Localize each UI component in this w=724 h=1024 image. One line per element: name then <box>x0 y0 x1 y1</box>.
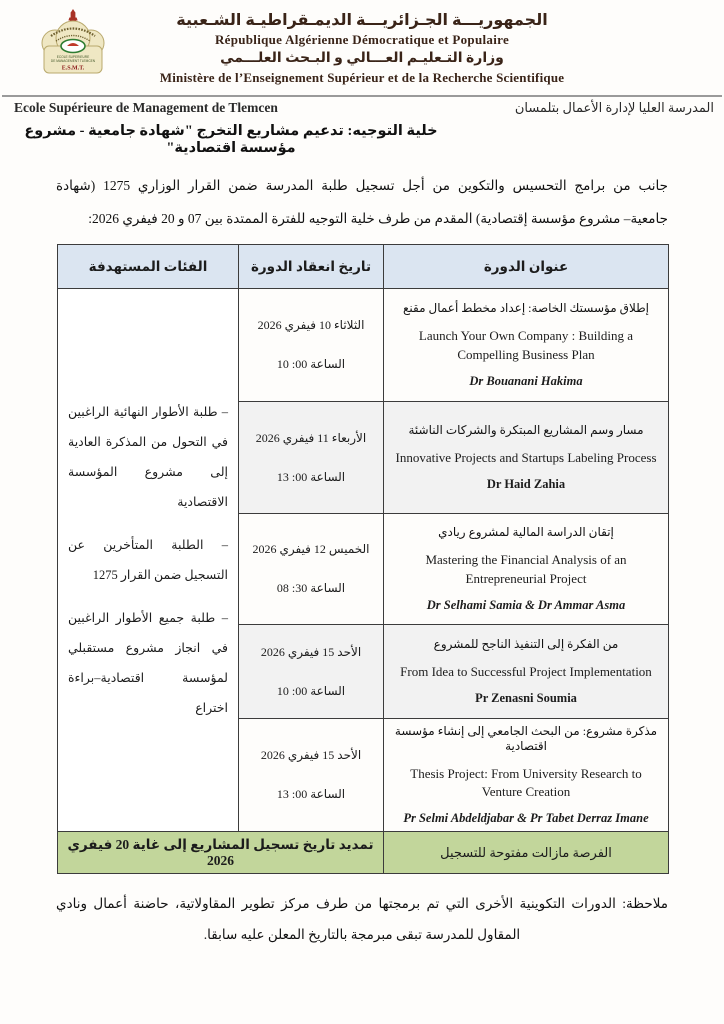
table-row <box>58 289 669 402</box>
session-date: الأربعاء 11 فيفري 2026 <box>255 430 367 445</box>
session-date-cell <box>239 514 384 625</box>
target-categories-cell <box>58 289 239 832</box>
session-date: الخميس 12 فيفري 2026 <box>252 542 370 556</box>
session-title-english: From Idea to Successful Project Implementation <box>400 663 652 679</box>
session-title-english: Thesis Project: From University Research to Venture Creation <box>410 766 642 800</box>
session-title-arabic: إطلاق مؤسستك الخاصة: إعداد مخطط أعمال مقنع <box>402 301 650 316</box>
session-date-cell <box>239 289 384 402</box>
session-date-cell <box>239 402 384 514</box>
ministry-name-arabic: وزارة التـعليـم العـــالي و البـحث العلـــمي <box>220 51 504 66</box>
school-logo-emblem <box>36 8 110 80</box>
session-time: الساعة 00: 10 <box>276 683 346 698</box>
footnote-line-2: المقاول للمدرسة تبقى مبرمجة بالتاريخ المعلن عليه سابقا. <box>203 927 521 943</box>
column-header-session-title: عنوان الدورة <box>384 245 669 289</box>
session-time: الساعة 30: 08 <box>276 581 346 595</box>
session-title-cell <box>384 514 669 625</box>
intro-paragraph <box>56 169 668 235</box>
session-presenter: Dr Haid Zahia <box>486 477 566 492</box>
table-footer-row <box>58 832 669 874</box>
column-header-target-categories: الفئات المستهدفة <box>58 245 239 289</box>
target-category-item: – طلبة الأطوار النهائية الراغبين في التحول من المذكرة العادية إلى مشروع المؤسسة الاقتصادية <box>68 405 228 510</box>
logo-subtitle-line1: ECOLE SUPERIEURE <box>56 55 90 59</box>
session-date-cell <box>239 625 384 719</box>
session-title-english: Mastering the Financial Analysis of an Entrepreneurial Project <box>425 552 627 586</box>
intro-line-1: جانب من برامج التحسيس والتكوين من أجل تسجيل طلبة المدرسة ضمن القرار الوزاري 1275 (شهادة <box>56 178 668 193</box>
session-presenter: Dr Bouanani Hakima <box>469 373 583 388</box>
session-time: الساعة 00: 13 <box>276 787 346 802</box>
table-header-row <box>58 245 669 289</box>
session-time: الساعة 00: 10 <box>276 357 346 371</box>
sessions-table <box>57 244 669 874</box>
session-title-arabic: من الفكرة إلى التنفيذ الناجح للمشروع <box>433 636 619 651</box>
session-title-arabic: مسار وسم المشاريع المبتكرة والشركات الناشئة <box>408 422 644 437</box>
intro-line-2: جامعية– مشروع مؤسسة إقتصادية) المقدم من طرف خلية التوجيه للفترة الممتدة بين 07 و 20 فيفري 2026: <box>88 211 668 226</box>
column-header-session-date: تاريخ انعقاد الدورة <box>239 245 384 289</box>
republic-name-arabic: الجمهوريـــة الجـزائريـــة الديمـقراطيـة الشـعبية <box>176 12 548 29</box>
dome-emblem-icon <box>61 40 85 53</box>
ministry-name-french: Ministère de l’Enseignement Supérieur et de la Recherche Scientifique <box>159 70 565 85</box>
logo-acronym: E.S.M.T. <box>61 65 85 72</box>
republic-name-french: République Algérienne Démocratique et Populaire <box>214 32 510 47</box>
session-title-english: Launch Your Own Company : Building a Compelling Business Plan <box>418 328 634 362</box>
session-title-arabic: مذكرة مشروع: من البحث الجامعي إلى إنشاء مؤسسة اقتصادية <box>394 724 658 753</box>
session-presenter: Pr Zenasni Soumia <box>475 691 577 706</box>
school-name-french: Ecole Supérieure de Management de Tlemcen <box>14 100 278 115</box>
session-title-english: Innovative Projects and Startups Labeling Process <box>395 449 657 465</box>
document-header <box>0 0 724 86</box>
session-date: الثلاثاء 10 فيفري 2026 <box>257 318 365 332</box>
session-date: الأحد 15 فيفري 2026 <box>260 748 362 763</box>
session-date-cell <box>239 719 384 832</box>
session-title-arabic: إتقان الدراسة المالية لمشروع ريادي <box>438 525 614 540</box>
document-title: خلية التوجيه: تدعيم مشاريع التخرج "شهادة جامعية - مشروع مؤسسة اقتصادية" <box>24 123 438 156</box>
session-title-cell <box>384 402 669 514</box>
session-presenter: Dr Selhami Samia & Dr Ammar Asma <box>426 597 626 612</box>
session-title-cell <box>384 625 669 719</box>
school-name-arabic: المدرسة العليا لإدارة الأعمال بتلمسان <box>514 100 714 115</box>
footnote <box>56 888 668 950</box>
session-time: الساعة 00: 13 <box>276 469 346 484</box>
target-category-item: – طلبة جميع الأطوار الراغبين في انجاز مشروع مستقبلي لمؤسسة اقتصادية–براءة اختراع <box>68 611 228 716</box>
session-title-cell <box>384 289 669 402</box>
deadline-extension-note: تمديد تاريخ تسجيل المشاريع إلى غاية 20 فيفري 2026 <box>58 832 384 874</box>
logo-subtitle-line2: DE MANAGEMENT TLEMCEN <box>50 59 96 63</box>
registration-open-note: الفرصة مازالت مفتوحة للتسجيل <box>384 832 669 874</box>
session-title-cell <box>384 719 669 832</box>
footnote-line-1: ملاحظة: الدورات التكوينية الأخرى التي تم برمجتها من طرف مركز تطوير المقاولاتية، حاضنة أعمال ونادي <box>56 896 668 912</box>
school-logo <box>36 8 110 80</box>
school-name-row <box>0 97 724 116</box>
session-date: الأحد 15 فيفري 2026 <box>260 644 362 659</box>
session-presenter: Pr Selmi Abdeldjabar & Pr Tabet Derraz Imane <box>403 811 649 826</box>
target-category-item: – الطلبة المتأخرين عن التسجيل ضمن القرار 1275 <box>68 538 228 583</box>
